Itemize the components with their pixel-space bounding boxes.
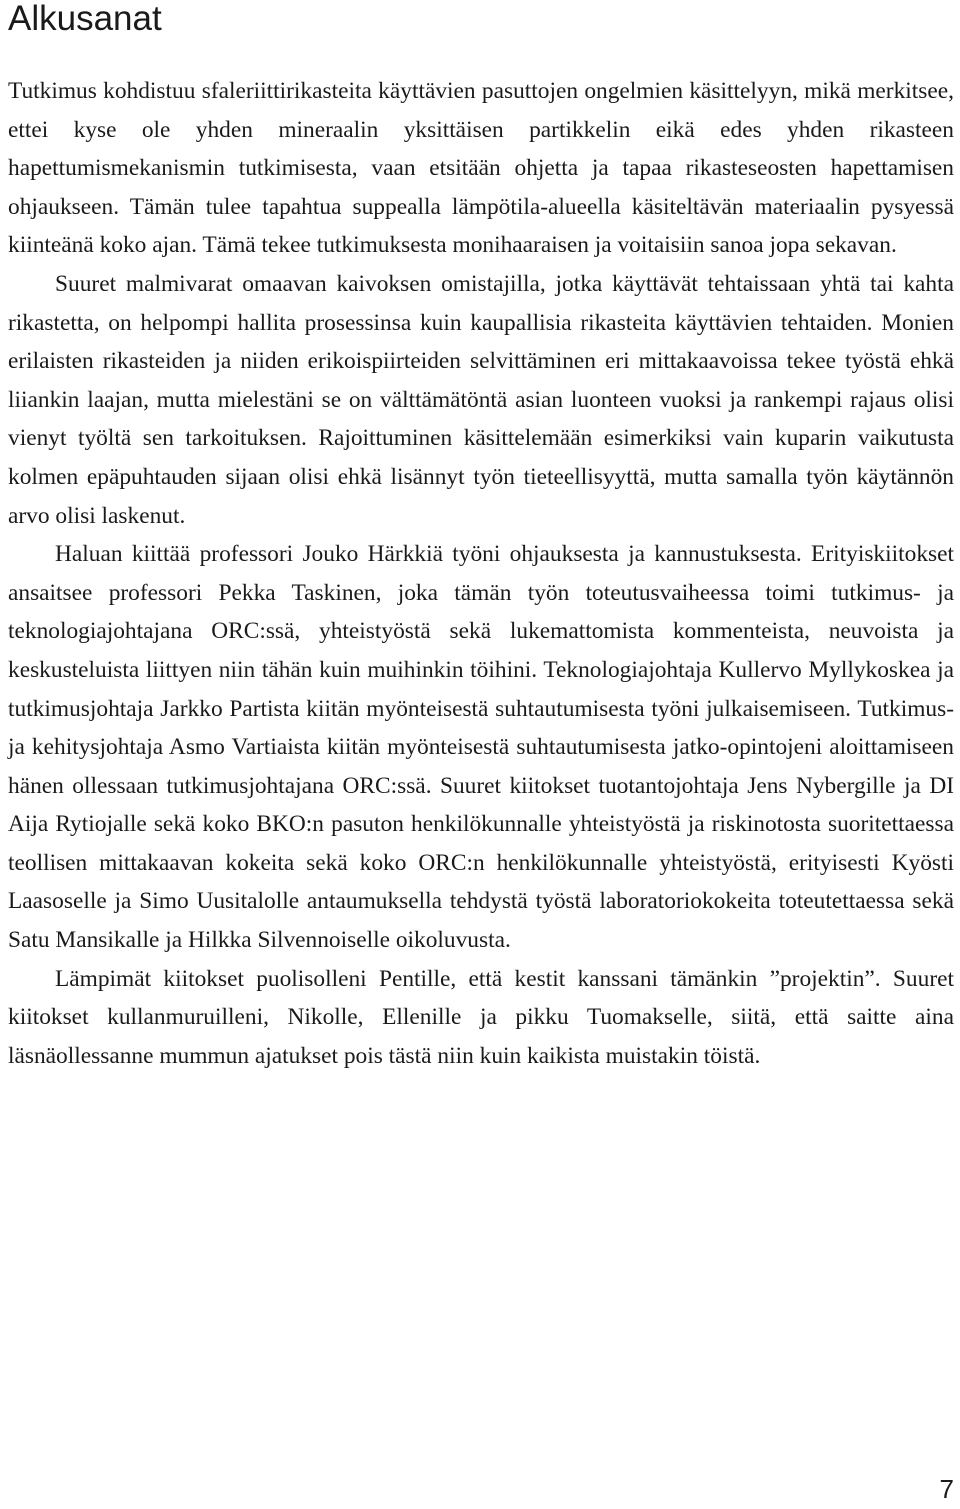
page-number: 7 [939, 1474, 954, 1504]
body-text [8, 72, 954, 1075]
paragraph-scope: Suuret malmivarat omaavan kaivoksen omistajilla, jotka käyttävät tehtaissaan yhtä tai kahta rikastetta, on helpompi hallita prosessinsa kuin kaupallisia rikasteita käyttävien tehtaiden. Monien erilaisten rikasteiden ja niiden erikoispiirteiden selvittäminen eri mittakaavoissa tekee työstä ehkä liiankin laajan, mutta mielestäni se on välttämätöntä asian luonteen vuoksi ja rankempi rajaus olisi vienyt työltä sen tarkoituksen. Rajoittuminen käsittelemään esimerkiksi vain kuparin vaikutusta kolmen epäpuhtauden sijaan olisi ehkä lisännyt työn tieteellisyyttä, mutta samalla työn käytännön arvo olisi laskenut. [8, 270, 954, 529]
paragraph-intro: Tutkimus kohdistuu sfaleriittirikasteita käyttävien pasuttojen ongelmien käsittelyyn, mikä merkitsee, ettei kyse ole yhden mineraalin yksittäisen partikkelin eikä edes yhden rikasteen hapettumismekanismin tutkimisesta, vaan etsitään ohjetta ja tapaa rikasteseosten hapettamisen ohjaukseen. Tämän tulee tapahtua suppealla lämpötila-alueella käsiteltävän materiaalin pysyessä kiinteänä koko ajan. Tämä tekee tutkimuksesta monihaaraisen ja voitaisiin sanoa jopa sekavan. [8, 78, 954, 259]
paragraph-family-thanks: Lämpimät kiitokset puolisolleni Pentille, että kestit kanssani tämänkin ”projektin”. Suuret kiitokset kullanmuruilleni, Nikolle, Ellenille ja pikku Tuomakselle, siitä, että saitte aina läsnäollessanne mummun ajatukset pois tästä niin kuin kaikista muistakin töistä. [8, 965, 954, 1069]
page-title: Alkusanat [8, 0, 162, 38]
paragraph-acknowledgements: Haluan kiittää professori Jouko Härkkiä työni ohjauksesta ja kannustuksesta. Erityiskiitokset ansaitsee professori Pekka Taskinen, joka tämän työn toteutusvaiheessa toimi tutkimus- ja teknologiajohtajana ORC:ssä, yhteistyöstä sekä lukemattomista kommenteista, neuvoista ja keskusteluista liittyen niin tähän kuin muihinkin töihini. Teknologiajohtaja Kullervo Myllykoskea ja tutkimusjohtaja Jarkko Partista kiitän myönteisestä suhtautumisesta työni julkaisemiseen. Tutkimus- ja kehitysjohtaja Asmo Vartiaista kiitän myönteisestä suhtautumisesta jatko-opintojeni aloittamiseen hänen ollessaan tutkimusjohtajana ORC:ssä. Suuret kiitokset tuotantojohtaja Jens Nybergille ja DI Aija Rytiojalle sekä koko BKO:n pasuton henkilökunnalle yhteistyöstä ja riskinotosta suoritettaessa teollisen mittakaavan kokeita sekä koko ORC:n henkilökunnalle yhteistyöstä, erityisesti Kyösti Laasoselle ja Simo Uusitalolle antaumuksella tehdystä työstä laboratoriokokeita toteutettaessa sekä Satu Mansikalle ja Hilkka Silvennoiselle oikoluvusta. [8, 541, 954, 954]
